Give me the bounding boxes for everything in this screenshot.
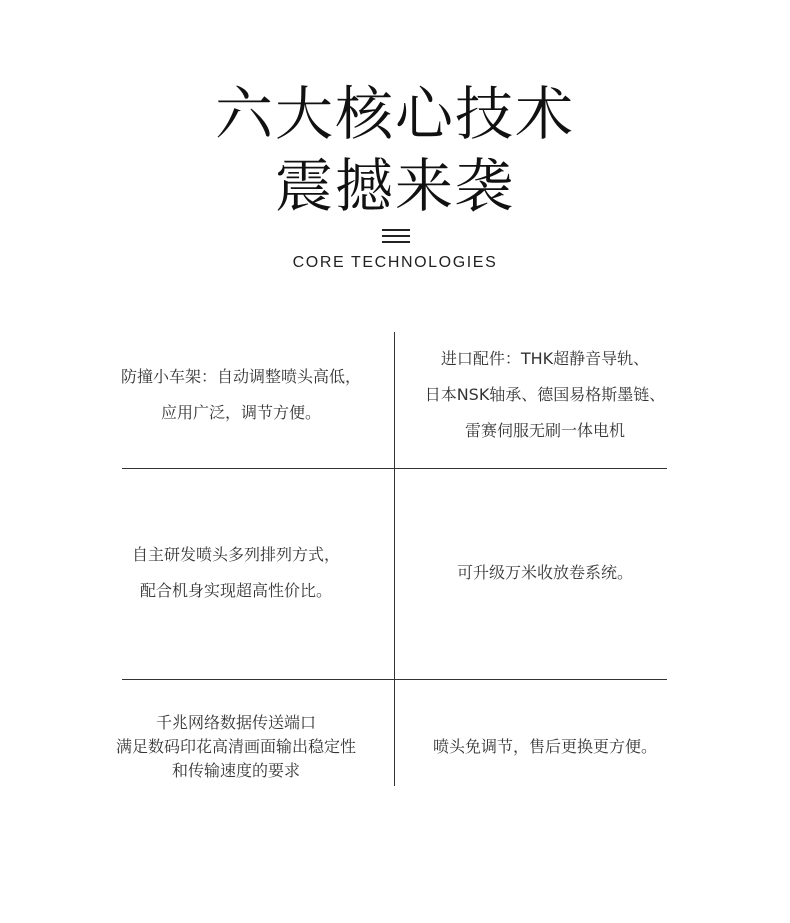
feature-text: 和传输速度的要求 [171,761,300,780]
feature-text: 满足数码印花高清画面输出稳定性 [115,737,356,756]
grid-divider-2 [122,679,667,680]
title-line-1: 六大核心技术 [214,80,575,148]
title-line-2: 震撼来袭 [274,152,515,220]
grid-vertical-divider [394,332,395,786]
feature-cell [400,528,690,618]
feature-text: 应用广泛，调节方便。 [160,403,321,422]
feature-text: 防撞小车架：自动调整喷头高低， [120,367,361,386]
feature-cell [400,705,690,789]
feature-text: 可升级万米收放卷系统。 [456,563,633,582]
feature-cell [86,705,386,789]
feature-cell [86,528,386,618]
feature-text: 喷头免调节，售后更换更方便。 [432,737,657,756]
feature-cell [96,345,386,445]
feature-text: 配合机身实现超高性价比。 [139,581,332,600]
feature-text: 千兆网络数据传送端口 [155,713,316,732]
feature-text: 自主研发喷头多列排列方式， [131,545,340,564]
feature-cell [400,340,690,450]
feature-text: 进口配件：THK超静音导轨、 [440,349,650,368]
feature-text: 雷赛伺服无刷一体电机 [464,421,625,440]
page-subtitle: CORE TECHNOLOGIES [292,254,498,271]
grid-divider-1 [122,468,667,469]
feature-text: 日本NSK轴承、德国易格斯墨链、 [424,385,666,404]
